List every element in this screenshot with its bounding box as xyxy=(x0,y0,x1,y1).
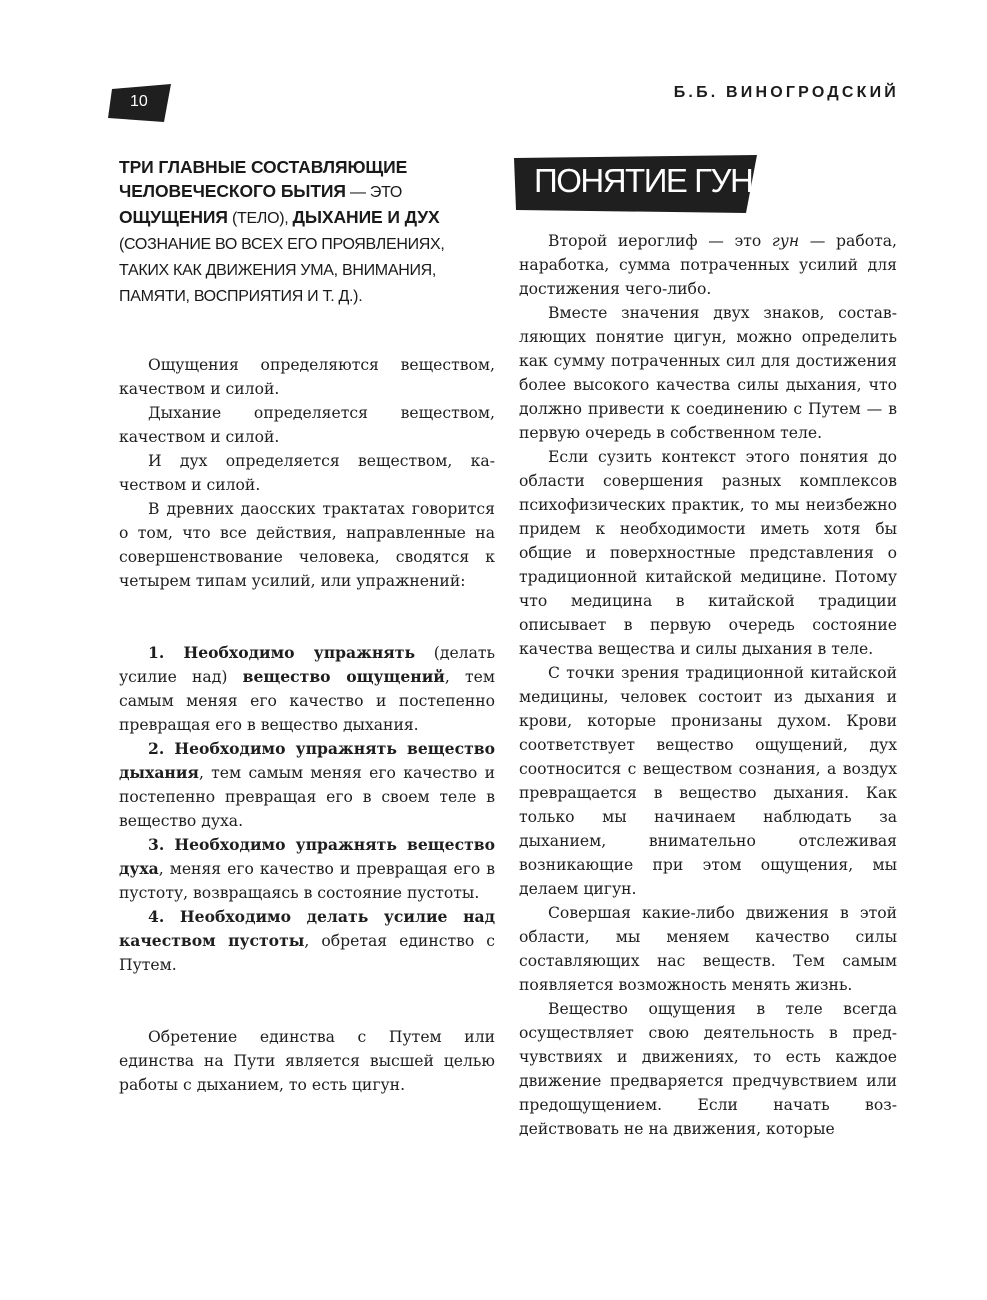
list-item-4 xyxy=(119,905,495,977)
body-paragraph: Вещество ощущения в теле всегда осуществляет свою деятельность в предчувствиях и движениях, то есть каждое движение предваряется предчувствием или предощущением. Если начать воздействовать не на движения, которые xyxy=(519,1000,897,1138)
list-item-lead: 2. Необходимо упражнять вещество дыхания xyxy=(119,739,495,782)
running-head-author: Б.Б. ВИНОГРОДСКИЙ xyxy=(673,84,899,101)
pull-quote-bold-1: ТРИ ГЛАВНЫЕ СОСТАВЛЯЮЩИЕ ЧЕЛОВЕЧЕСКОГО БЫТИЯ xyxy=(119,157,408,201)
pull-quote-bold-2: ОЩУЩЕНИЯ xyxy=(119,207,228,227)
body-paragraph xyxy=(519,229,897,301)
list-item-text: , тем самым меняя его качество и постепенно превращая его в своем теле в вещество духа. xyxy=(119,764,495,830)
closing-paragraph: Обретение единства с Путем или единства на Пути является высшей целью работы с дыханием, то есть цигун. xyxy=(119,1028,495,1094)
pull-quote-thin-1: — ЭТО xyxy=(345,184,402,201)
pull-quote-thin-2: (ТЕЛО), xyxy=(227,210,293,227)
list-item-lead: 3. Необходимо упражнять вещество духа xyxy=(119,835,495,878)
body-paragraph: Совершая какие-либо движения в этой области, мы меняем качество силы составляющих нас веществ. Тем самым появляется возможность менять жизнь. xyxy=(519,904,897,994)
list-item-1 xyxy=(119,641,495,737)
body-paragraph: Если сузить контекст этого понятия до области совершения разных комплексов психофизических практик, то мы неизбежно придем к необходимости иметь хотя бы общие и поверхностные представления о традиционной китайской медицине. Потому что медицина в китайской традиции описывает в первую очередь состояние качества вещества и силы дыхания в теле. xyxy=(519,448,897,658)
page-number-tab xyxy=(108,84,172,122)
list-item-text: , обретая единство с Путем. xyxy=(119,932,495,974)
intro-paragraph: В древних даосских трактатах говорится о том, что все действия, направленные на совершенствование человека, сводятся к четырем типам усилий, или упражнений: xyxy=(119,500,495,590)
list-item-text: , меняя его качество и превращая его в пустоту, возвращаясь в состояние пустоты. xyxy=(119,860,495,902)
body-paragraph: Вместе значения двух знаков, составляющих понятие цигун, можно определить как сумму потраченных сил для достижения более высокого качества силы дыхания, что должно привести к соединению с Путем — в первую очередь в собственном теле. xyxy=(519,304,897,442)
body-paragraph: С точки зрения традиционной китайской медицины, человек состоит из дыхания и крови, которые пронизаны духом. Крови соответствует вещество ощущений, дух соотносится с веществом сознания, а воздух превращается в вещество дыхания. Как только мы начинаем наблюдать за дыханием, внимательно отслеживая возникающие при этом ощущения, мы делаем цигун. xyxy=(519,664,897,898)
left-column xyxy=(119,155,495,1097)
body-text: Второй иероглиф — это xyxy=(548,232,772,250)
list-item-2 xyxy=(119,737,495,833)
intro-paragraph: Дыхание определяется веществом, качеством и силой. xyxy=(119,404,495,446)
list-item-3 xyxy=(119,833,495,905)
list-item-lead: 1. Необходимо упражнять xyxy=(148,643,416,662)
intro-paragraph: И дух определяется веществом, качеством и силой. xyxy=(119,452,495,494)
section-heading: ПОНЯТИЕ ГУН xyxy=(534,162,753,199)
list-item-lead: 4. Необходимо делать усилие над качеством пустоты xyxy=(119,907,495,950)
intro-paragraph: Ощущения определяются веществом, качеством и силой. xyxy=(119,356,495,398)
italic-term: гун xyxy=(771,232,800,250)
right-column xyxy=(519,155,897,1141)
list-item-emphasis: вещество ощущений xyxy=(242,667,445,686)
page-number: 10 xyxy=(130,93,148,110)
pull-quote xyxy=(119,155,495,309)
pull-quote-bold-3: ДЫХАНИЕ И ДУХ xyxy=(292,207,440,227)
pull-quote-thin-3: (СОЗНАНИЕ ВО ВСЕХ ЕГО ПРОЯВЛЕНИЯХ, ТАКИХ КАК ДВИЖЕНИЯ УМА, ВНИМАНИЯ, ПАМЯТИ, ВОСПРИЯТИЯ И Т. Д.). xyxy=(119,236,445,305)
list-item-text: (делать усилие над) xyxy=(119,644,495,686)
section-heading-banner xyxy=(514,155,757,213)
list-item-text: , тем самым меняя его качество и постепенно превращая его в вещество дыхания. xyxy=(119,668,495,734)
body-text: — работа, наработка, сумма потраченных усилий для достижения чего-либо. xyxy=(519,232,897,298)
